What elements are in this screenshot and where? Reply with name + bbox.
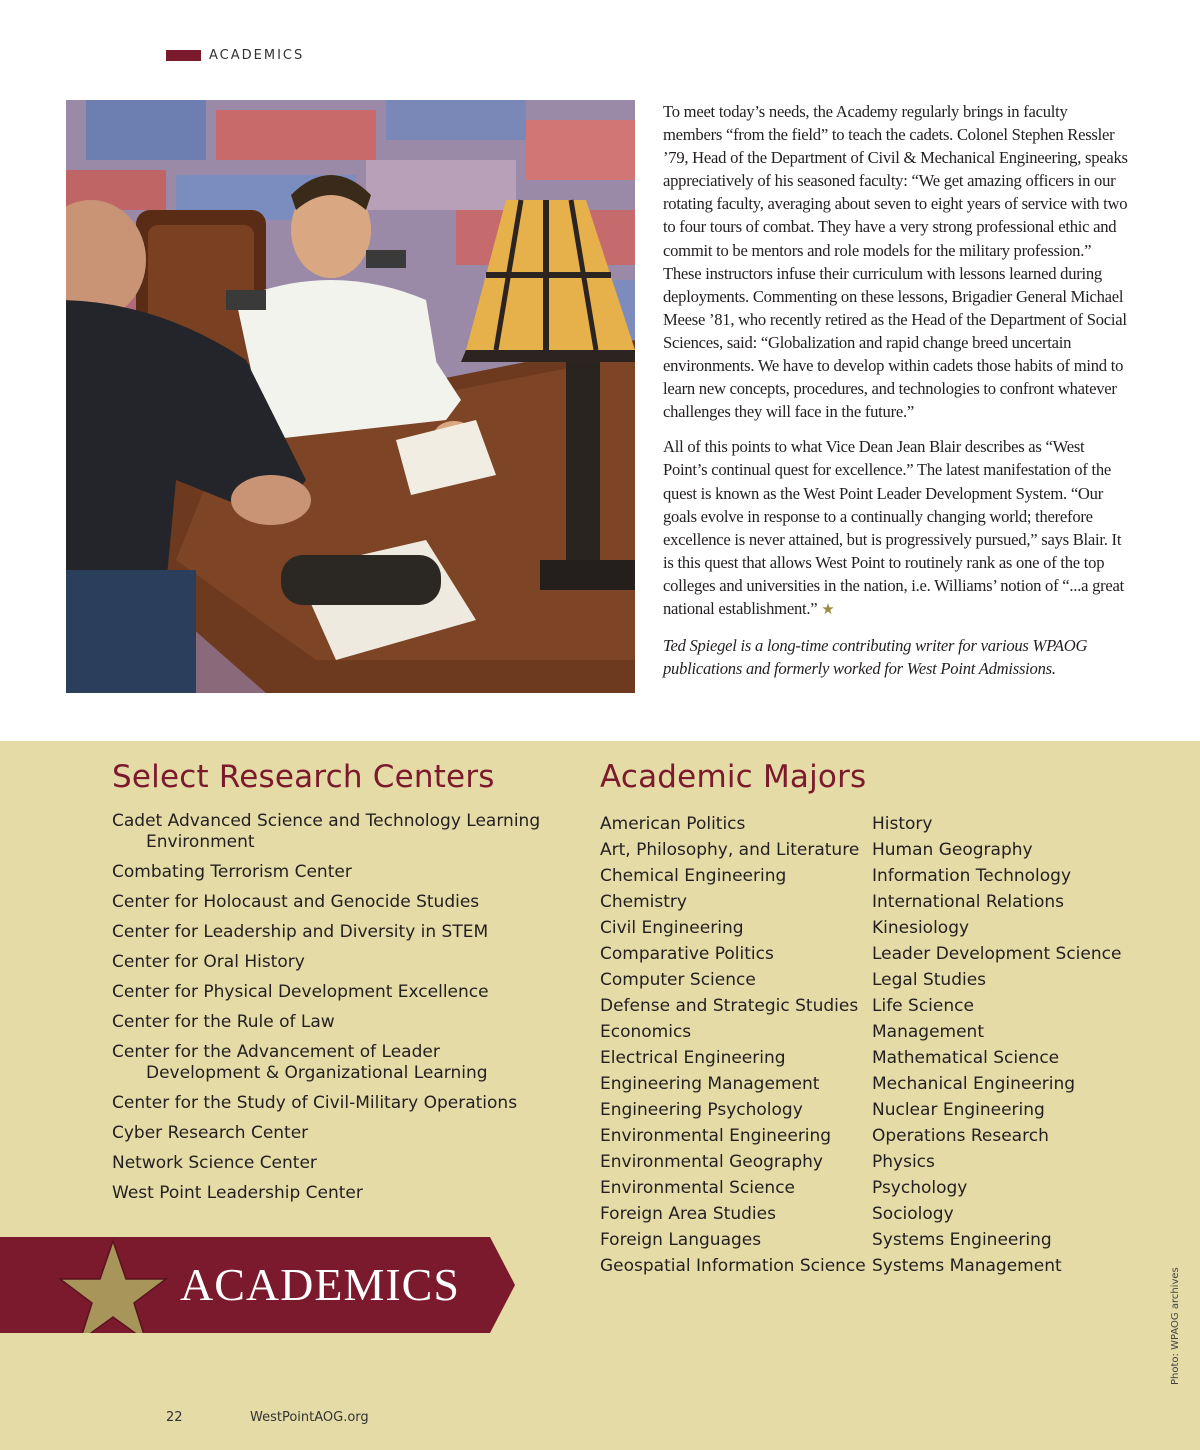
list-item: Operations Research (872, 1126, 1049, 1146)
list-item: Center for the Advancement of Leader Development & Organizational Learning (112, 1042, 488, 1083)
list-item: Nuclear Engineering (872, 1100, 1045, 1120)
list-item: Environmental Engineering (600, 1126, 832, 1146)
list-item: West Point Leadership Center (112, 1183, 363, 1203)
list-item: Foreign Languages (600, 1230, 762, 1250)
list-item: Mechanical Engineering (872, 1074, 1076, 1094)
list-item: Engineering Psychology (600, 1100, 803, 1120)
list-item: Management (872, 1022, 984, 1042)
section-label: ACADEMICS (209, 48, 305, 63)
list-item: Sociology (872, 1204, 954, 1224)
list-item: Life Science (872, 996, 974, 1016)
photo-illustration (66, 100, 635, 693)
list-item: Chemical Engineering (600, 866, 787, 886)
list-item: Network Science Center (112, 1153, 317, 1173)
list-item: Center for the Study of Civil-Military Operations (112, 1093, 518, 1113)
article-paragraph-text: All of this points to what Vice Dean Jean Blair describes as “West Point’s continual quest for excellence.” The latest manifestation of the quest is known as the West Point Leader Development System. “Our goals evolve in response to a continually changing world; therefore excellence is never attained, but is progressively pursued,” says Blair. It is this quest that allows West Point to routinely rank as one of the top colleges and universities in the nation, i.e. Williams’ notion of “...a great national establishment.” (663, 437, 1125, 618)
majors-list-column-1 (600, 811, 866, 1279)
list-item: Comparative Politics (600, 944, 774, 964)
list-item: Center for Holocaust and Genocide Studies (112, 892, 480, 912)
list-item: Legal Studies (872, 970, 987, 990)
footer-url: WestPointAOG.org (250, 1410, 369, 1425)
article-photo (66, 100, 635, 693)
list-item: Combating Terrorism Center (112, 862, 352, 882)
list-item: Environmental Science (600, 1178, 795, 1198)
list-item: International Relations (872, 892, 1064, 912)
list-item: Systems Engineering (872, 1230, 1052, 1250)
list-item: Psychology (872, 1178, 968, 1198)
research-centers-title: Select Research Centers (112, 759, 495, 795)
list-item: Center for Physical Development Excellence (112, 982, 489, 1002)
end-star-icon: ★ (821, 601, 835, 618)
list-item: Systems Management (872, 1256, 1062, 1276)
list-item: Art, Philosophy, and Literature (600, 840, 860, 860)
list-item: Mathematical Science (872, 1048, 1060, 1068)
list-item: Chemistry (600, 892, 687, 912)
research-centers-list (112, 811, 552, 1213)
list-item: Cadet Advanced Science and Technology Learning Environment (112, 811, 541, 852)
list-item: Computer Science (600, 970, 756, 990)
section-marker (166, 50, 201, 61)
list-item: Physics (872, 1152, 935, 1172)
list-item: History (872, 814, 933, 834)
list-item: Engineering Management (600, 1074, 820, 1094)
list-item: Kinesiology (872, 918, 970, 938)
list-item: Geospatial Information Science (600, 1256, 866, 1276)
majors-list-column-2 (872, 811, 1121, 1279)
author-byline: Ted Spiegel is a long-time contributing writer for various WPAOG publications and formerly worked for West Point Admissions. (663, 636, 1088, 679)
banner-label: ACADEMICS (180, 1259, 460, 1310)
list-item: Human Geography (872, 840, 1033, 860)
list-item: American Politics (600, 814, 746, 834)
list-item: Leader Development Science (872, 944, 1122, 964)
list-item: Civil Engineering (600, 918, 744, 938)
list-item: Center for Oral History (112, 952, 305, 972)
list-item: Center for Leadership and Diversity in STEM (112, 922, 489, 942)
article-paragraph (663, 435, 1128, 622)
list-item: Environmental Geography (600, 1152, 823, 1172)
list-item: Electrical Engineering (600, 1048, 786, 1068)
section-header (166, 48, 304, 63)
list-item: Cyber Research Center (112, 1123, 309, 1143)
academic-majors-title: Academic Majors (600, 759, 867, 795)
article-body (663, 100, 1128, 692)
list-item: Economics (600, 1022, 692, 1042)
list-item: Foreign Area Studies (600, 1204, 776, 1224)
list-item: Defense and Strategic Studies (600, 996, 859, 1016)
list-item: Center for the Rule of Law (112, 1012, 335, 1032)
page-number: 22 (166, 1410, 183, 1425)
list-item: Information Technology (872, 866, 1072, 886)
article-paragraph: To meet today’s needs, the Academy regularly brings in faculty members “from the field” to teach the cadets. Colonel Stephen Ressler ’79, Head of the Department of Civil & Mechanical Engineering, speaks appreciatively of his seasoned faculty: “We get amazing officers in our rotating faculty, averaging about seven to eight years of service with two to four tours of combat. They have a very strong professional ethic and commit to be mentors and role models for the military profession.” These instructors infuse their curriculum with lessons learned during deployments. Commenting on these lessons, Brigadier General Michael Meese ’81, who recently retired as the Head of the Department of Social Sciences, said: “Globalization and rapid change breed uncertain environments. We have to develop within cadets those habits of mind to learn new concepts, procedures, and technologies to confront whatever challenges they will face in the future.” (663, 102, 1128, 422)
photo-credit: Photo: WPAOG archives (1170, 1267, 1181, 1385)
